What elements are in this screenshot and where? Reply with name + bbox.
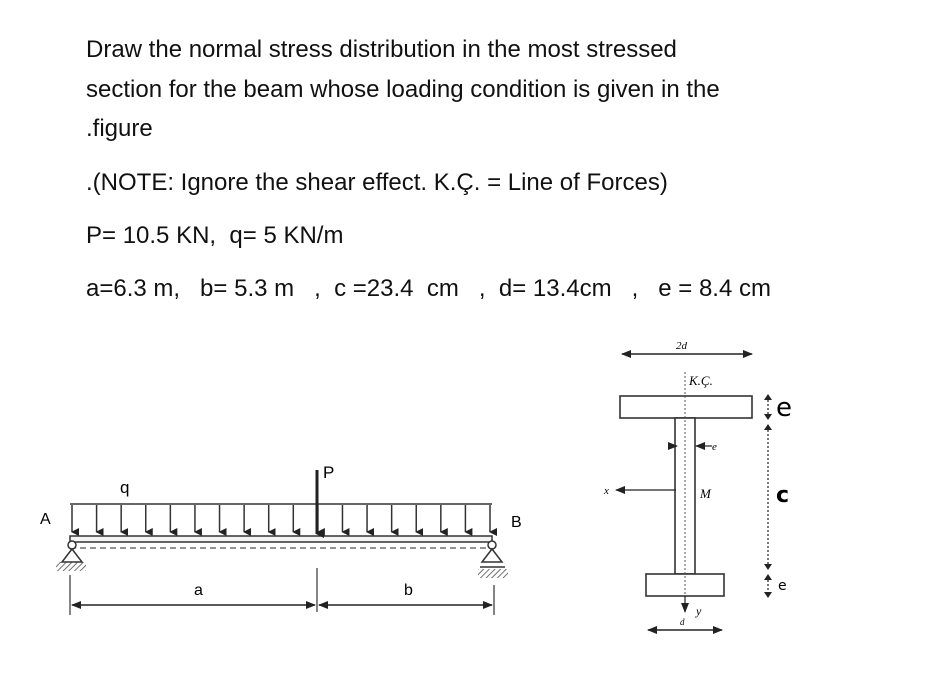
support-a-label: A <box>40 511 51 528</box>
handwritten-c: c <box>776 483 790 508</box>
bottom-width-label: d <box>680 617 685 627</box>
point-load-label: P <box>323 463 335 482</box>
handwritten-e-bottom: e <box>778 578 787 594</box>
top-flange <box>620 396 752 418</box>
note-line: .(NOTE: Ignore the shear effect. K.Ç. = Line of Forces) <box>86 169 668 196</box>
question-line-3: .figure <box>86 115 153 142</box>
support-b-roller <box>478 541 508 578</box>
line-of-forces-label: K.Ç. <box>689 373 713 388</box>
distributed-load-label: q <box>120 478 130 497</box>
handwritten-e-top: e <box>776 393 792 423</box>
i-section-diagram <box>603 340 792 630</box>
web-thickness-label: e <box>712 441 717 453</box>
x-axis-label: x <box>604 485 609 497</box>
support-a-pin <box>56 541 86 571</box>
beam <box>70 536 492 542</box>
beam-diagram <box>40 463 522 615</box>
y-axis-label: y <box>696 604 702 618</box>
dimensions-line: a=6.3 m, b= 5.3 m , c =23.4 cm , d= 13.4cm , e = 8.4 cm <box>86 275 771 302</box>
question-line-1: Draw the normal stress distribution in the most stressed <box>86 36 677 63</box>
support-b-label: B <box>511 514 522 531</box>
loads-line: P= 10.5 KN, q= 5 KN/m <box>86 222 344 249</box>
top-width-label: 2d <box>676 340 687 352</box>
span-a-label: a <box>194 582 203 599</box>
question-line-2: section for the beam whose loading condition is given in the <box>86 76 720 103</box>
span-b-label: b <box>404 582 413 599</box>
moment-label: M <box>700 486 711 501</box>
distributed-load-arrows <box>72 505 490 532</box>
